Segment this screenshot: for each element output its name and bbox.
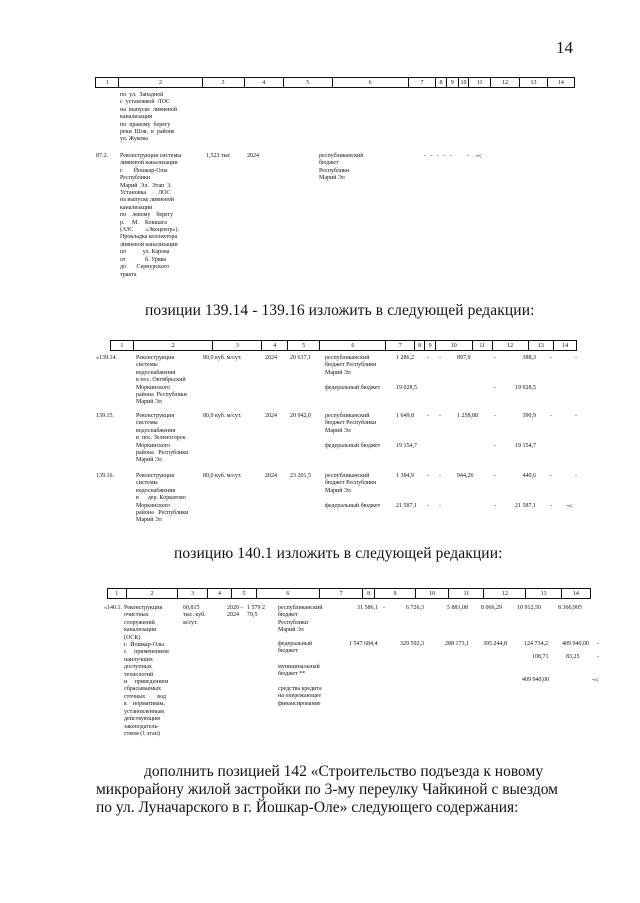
row-total: 20 637,1 xyxy=(290,355,311,361)
table2-header-col-14: 14 xyxy=(554,341,577,350)
text-line: финансирование xyxy=(278,700,321,707)
row-source-federal: федеральный бюджет xyxy=(325,443,381,449)
text-line: муниципальный xyxy=(278,664,320,670)
text-line: действующим xyxy=(124,716,160,723)
row-col9-federal: - xyxy=(439,503,441,509)
row-col11: - xyxy=(494,473,496,479)
table1-header-col-9: 9 xyxy=(447,78,459,87)
text-line: канализации xyxy=(120,204,153,211)
row-col11-federal: - xyxy=(494,385,496,391)
row-col11: 8 066,29 xyxy=(481,605,502,611)
table3-header-col-9: 9 xyxy=(375,589,416,598)
row-col8: - xyxy=(427,473,429,479)
row-col11: - xyxy=(494,413,496,419)
text-line: до Сернурского xyxy=(120,264,170,271)
text-line: р. М. Кокшага xyxy=(120,219,167,226)
row-87-2-number: 87.2. xyxy=(96,153,108,159)
row-col8-federal: - xyxy=(427,503,429,509)
text-line: федеральный xyxy=(278,641,313,647)
table1-header-col-14: 14 xyxy=(548,78,575,87)
text-line: законодатель- xyxy=(124,723,160,730)
text-line: канализации xyxy=(124,627,157,634)
row-87-2-dashes: - - - - - - -»; xyxy=(424,153,482,159)
table3-header-col-6: 6 xyxy=(257,589,321,598)
table1-header xyxy=(95,77,575,88)
row-87-2-year: 2024 xyxy=(247,153,259,159)
text-line: Моркинского xyxy=(136,384,171,391)
table1-header-col-8: 8 xyxy=(436,78,447,87)
text-line: к нормативам, xyxy=(124,701,165,708)
row-col9: 6 726,3 xyxy=(406,605,424,611)
text-line: с установкой ЛОС xyxy=(120,99,171,106)
row-year: 2024 xyxy=(265,473,277,479)
row-capacity: 80,0 куб. м/сут. xyxy=(203,355,242,361)
row-col12: 10 912,50 xyxy=(517,605,541,611)
row-col7: 1 286,2 xyxy=(396,355,414,361)
row-number: «139.14. xyxy=(96,355,117,361)
row-total xyxy=(247,605,273,620)
row-description xyxy=(136,355,216,407)
text-line: на выпуске ливневой xyxy=(120,197,174,204)
row-description xyxy=(136,413,216,465)
row-total: 20 942,0 xyxy=(290,413,311,419)
table3-header-col-11: 11 xyxy=(449,589,484,598)
row-col12-federal: 21 587,1 xyxy=(515,503,536,509)
row-col13: 8 366,905 xyxy=(558,605,582,611)
row-col7-federal: 1 547 684,4 xyxy=(349,641,378,647)
text-line: г. Йошкар-Олы xyxy=(124,642,165,649)
row-source-republican xyxy=(278,605,342,635)
text-line: Реконструкция xyxy=(124,605,163,611)
table3-header xyxy=(107,588,591,599)
text-line: в пос. Зеленогорск xyxy=(136,435,186,442)
text-line: ством (1 этап) xyxy=(124,730,160,737)
table2-header-col-9: 9 xyxy=(425,341,435,350)
row-col12: 390,9 xyxy=(522,413,536,419)
text-line: Марий Эл xyxy=(325,369,351,376)
text-line: канализации xyxy=(120,114,153,121)
text-line: республиканский xyxy=(278,605,323,611)
text-line: бюджет xyxy=(319,160,339,167)
text-line: с применением xyxy=(124,649,169,656)
row-87-2-capacity: 1,523 тыс xyxy=(206,153,231,159)
text-line: наилучших xyxy=(124,656,153,663)
table1-header-col-2: 2 xyxy=(119,78,202,87)
row-capacity: 80,0 куб. м/сут. xyxy=(203,473,242,479)
text-line: Марий Эл xyxy=(325,427,351,434)
text-line: Республики xyxy=(278,619,309,626)
text-line: системы xyxy=(136,480,158,487)
row-source-republican xyxy=(325,355,395,377)
heading-positions-139: позиции 139.14 - 139.16 изложить в следующей редакции: xyxy=(145,302,535,319)
row-col9: - xyxy=(439,473,441,479)
row-col11-federal: - xyxy=(494,443,496,449)
row-col14: - xyxy=(575,355,577,361)
text-line: бюджет ** xyxy=(278,671,306,678)
text-line: 2024 xyxy=(227,612,239,619)
table1-header-col-12: 12 xyxy=(491,78,520,87)
table2-header-col-2: 2 xyxy=(134,341,213,350)
row-col7-federal: 19 154,7 xyxy=(396,443,417,449)
table1-header-col-1: 1 xyxy=(96,78,119,87)
table2-header-col-11: 11 xyxy=(473,341,493,350)
row-source-federal: федеральный бюджет xyxy=(325,385,381,391)
row-col14-federal: - xyxy=(597,641,599,647)
text-line: Установка ЛОС xyxy=(120,190,171,197)
text-line: м/сут. xyxy=(183,619,198,626)
text-line: Республики xyxy=(319,167,350,174)
row-col9: - xyxy=(439,413,441,419)
text-line: Марий Эл xyxy=(319,175,345,182)
row-col10: 897,9 xyxy=(457,355,471,361)
text-line: системы xyxy=(136,362,158,369)
table3-header-col-1: 1 xyxy=(108,589,127,598)
table3-header-col-7: 7 xyxy=(320,589,363,598)
text-line: в пос. Октябрьский xyxy=(136,377,186,384)
text-line: на опережающее xyxy=(278,693,322,700)
text-line: по ул. Западной xyxy=(120,92,164,98)
text-line: по правому берегу xyxy=(120,121,171,128)
text-line: технологий xyxy=(124,671,154,678)
text-line: ул. Жуковa xyxy=(120,136,148,143)
text-line: системы xyxy=(136,420,158,427)
table2-header-col-3: 3 xyxy=(213,341,262,350)
row-col14-credit: -»; xyxy=(592,677,599,683)
text-line: сточных вод xyxy=(124,693,166,700)
row-col13: - xyxy=(550,355,552,361)
row-total: 23 201,5 xyxy=(290,473,311,479)
row-col8: - xyxy=(383,605,385,611)
text-line: Прокладка коллектора xyxy=(120,234,178,241)
text-line: сбрасываемых xyxy=(124,686,162,693)
row-description xyxy=(124,605,176,738)
row-col7: 1 649,8 xyxy=(396,413,414,419)
text-line: района Республики xyxy=(136,450,189,457)
paragraph-line-1: дополнить позицией 142 «Строительство подъезда к новому xyxy=(144,763,544,780)
row-col12: 388,3 xyxy=(522,355,536,361)
table1-header-col-3: 3 xyxy=(203,78,245,87)
table2-header-col-13: 13 xyxy=(529,341,555,350)
row-col14: - xyxy=(575,413,577,419)
row-87-2-source xyxy=(319,153,389,183)
row-col14: - xyxy=(575,473,577,479)
text-line: установленным xyxy=(124,708,164,715)
text-line: бюджет xyxy=(278,648,298,655)
table3-header-col-2: 2 xyxy=(127,589,179,598)
row-col12-credit: 409 940,00 xyxy=(522,677,549,683)
text-line: Марий Эл xyxy=(136,457,162,464)
table2-header-col-6: 6 xyxy=(320,341,386,350)
table1-header-col-13: 13 xyxy=(520,78,547,87)
text-line: водоснабжения xyxy=(136,427,176,434)
row-col13: - xyxy=(550,413,552,419)
row-col9: - xyxy=(439,355,441,361)
text-line: бюджет Республики xyxy=(325,420,377,427)
row-capacity: 80,0 куб. м/сут. xyxy=(203,413,242,419)
table2-header-col-7: 7 xyxy=(386,341,414,350)
table2-header-col-10: 10 xyxy=(436,341,473,350)
text-line: тракта xyxy=(120,271,137,278)
row-col12-federal: 19 028,5 xyxy=(515,385,536,391)
row-87-2-description xyxy=(120,153,204,279)
row-col14-federal: -»; xyxy=(566,503,573,509)
row-col11: - xyxy=(494,355,496,361)
text-line: ливневой канализации xyxy=(120,160,178,167)
text-line: Марий Эл xyxy=(325,487,351,494)
table3-header-col-4: 4 xyxy=(208,589,232,598)
text-line: по левому берегу xyxy=(120,212,174,219)
row-col12-federal: 124 734,2 xyxy=(524,641,548,647)
row-year: 2024 xyxy=(265,355,277,361)
table1-header-col-7: 7 xyxy=(409,78,436,87)
text-line: водоснабжения xyxy=(136,369,176,376)
text-line: Реконструкция системы xyxy=(120,153,182,159)
page-number: 14 xyxy=(556,38,573,57)
table1-header-col-5: 5 xyxy=(284,78,333,87)
text-line: района Республики xyxy=(136,510,189,517)
text-line: тыс. куб. xyxy=(183,612,206,619)
row-col13-federal: - xyxy=(550,503,552,509)
row-col11-federal: - xyxy=(494,503,496,509)
row-col12: 440,6 xyxy=(522,473,536,479)
row-col13: - xyxy=(550,473,552,479)
table2-header xyxy=(110,340,577,351)
table3-header-col-12: 12 xyxy=(484,589,526,598)
text-line: (ОСК) xyxy=(124,634,141,641)
text-line: 70,5 xyxy=(247,612,258,619)
table2-header-col-4: 4 xyxy=(262,341,288,350)
row-capacity xyxy=(183,605,213,627)
text-line: республиканский xyxy=(319,153,364,159)
row-col9-federal: 329 592,3 xyxy=(400,641,424,647)
table2-header-col-12: 12 xyxy=(493,341,529,350)
row-col7-federal: 21 587,1 xyxy=(396,503,417,509)
row-col10-federal: 288 173,1 xyxy=(445,641,469,647)
row-description xyxy=(136,473,216,525)
text-line: Республики xyxy=(120,175,151,182)
text-line: Марий Эл xyxy=(278,627,304,634)
row-col13-municipal: 83,25 xyxy=(566,654,580,660)
paragraph-line-3: по ул. Луначарского в г. Йошкар-Оле» следующего содержания: xyxy=(96,799,519,816)
text-line: на выпуске ливневой xyxy=(120,106,177,113)
table1-header-col-4: 4 xyxy=(245,78,284,87)
text-line: в дер. Коркатово xyxy=(136,495,186,502)
text-line: Моркинского xyxy=(136,502,171,509)
table2-header-col-5: 5 xyxy=(288,341,320,350)
table1-header-col-6: 6 xyxy=(333,78,409,87)
row-col8: - xyxy=(427,413,429,419)
row-col7: 31 586,1 xyxy=(357,605,378,611)
row-year: 2024 xyxy=(265,413,277,419)
text-line: сооружений xyxy=(124,619,155,626)
row-col12-federal: 19 154,7 xyxy=(515,443,536,449)
text-line: Реконструкция xyxy=(136,413,175,419)
text-line: 2020 - xyxy=(227,605,243,611)
row-number: 139.16. xyxy=(96,473,114,479)
row-col7: 1 384,9 xyxy=(396,473,414,479)
text-line: бюджет xyxy=(278,612,298,619)
text-line: района Республики xyxy=(136,392,187,399)
table3-header-col-13: 13 xyxy=(526,589,561,598)
row-source-republican xyxy=(325,413,395,435)
text-line: республиканский xyxy=(325,413,370,419)
text-line: доступных xyxy=(124,664,152,671)
table1-continuation-description xyxy=(120,92,202,144)
text-line: (АЗС «Экоцентр»). xyxy=(120,227,180,234)
text-line: Реконструкция xyxy=(136,355,175,361)
text-line: республиканский xyxy=(325,355,370,361)
text-line: по ул. Карова xyxy=(120,249,170,256)
text-line: и приведением xyxy=(124,679,169,686)
row-col8: - xyxy=(427,355,429,361)
row-number: «140.1. xyxy=(104,605,122,611)
row-number: 139.15. xyxy=(96,413,114,419)
row-source-federal: федеральный бюджет xyxy=(325,503,381,509)
row-col13-federal: 409 940,00 xyxy=(562,641,589,647)
table3-header-col-8: 8 xyxy=(363,589,375,598)
text-line: ливневой канализации xyxy=(120,241,178,248)
paragraph-line-2: микрорайону жилой застройки по 3-му переулку Чайкиной с выездом xyxy=(96,781,558,798)
text-line: средства кредита xyxy=(278,686,322,692)
text-line: очистных xyxy=(124,612,149,619)
text-line: от б. Урвва xyxy=(120,256,167,263)
text-line: республиканский xyxy=(325,473,370,479)
text-line: 60,815 xyxy=(183,605,200,611)
text-line: бюджет Республики xyxy=(325,480,377,487)
text-line: г. Йошкар-Олы xyxy=(120,167,168,174)
text-line: Марий Эл. Этап 3. xyxy=(120,182,172,189)
text-line: Марий Эл xyxy=(136,517,162,524)
table2-header-col-1: 1 xyxy=(111,341,134,350)
text-line: реки Шоя, в районе xyxy=(120,129,175,136)
row-col14-municipal: - xyxy=(597,654,599,660)
row-col10: 1 258,88 xyxy=(457,413,478,419)
row-source-credit xyxy=(278,686,346,708)
table3-header-col-10: 10 xyxy=(416,589,449,598)
row-col10: 5 881,08 xyxy=(447,605,468,611)
row-source-federal xyxy=(278,641,342,656)
text-line: 1 579 2 xyxy=(247,605,265,611)
table3-header-col-5: 5 xyxy=(232,589,256,598)
row-source-municipal xyxy=(278,664,342,679)
text-line: Моркинского xyxy=(136,442,171,449)
table1-header-col-11: 11 xyxy=(469,78,491,87)
text-line: бюджет Республики xyxy=(325,362,377,369)
row-col11-federal: 395 244,8 xyxy=(483,641,507,647)
text-line: водоснабжения xyxy=(136,487,176,494)
text-line: Реконструкция xyxy=(136,473,175,479)
table1-header-col-10: 10 xyxy=(459,78,470,87)
row-col12-municipal: 108,71 xyxy=(532,654,549,660)
row-col10: 944,26 xyxy=(457,473,474,479)
row-source-republican xyxy=(325,473,395,495)
table2-header-col-8: 8 xyxy=(415,341,425,350)
table3-header-col-14: 14 xyxy=(562,589,591,598)
text-line: Марий Эл xyxy=(136,399,162,406)
heading-position-140-1: позицию 140.1 изложить в следующей редакции: xyxy=(174,545,503,562)
row-col7-federal: 19 028,5 xyxy=(396,385,417,391)
add-position-142-paragraph xyxy=(96,763,574,817)
table3-header-col-3: 3 xyxy=(178,589,207,598)
